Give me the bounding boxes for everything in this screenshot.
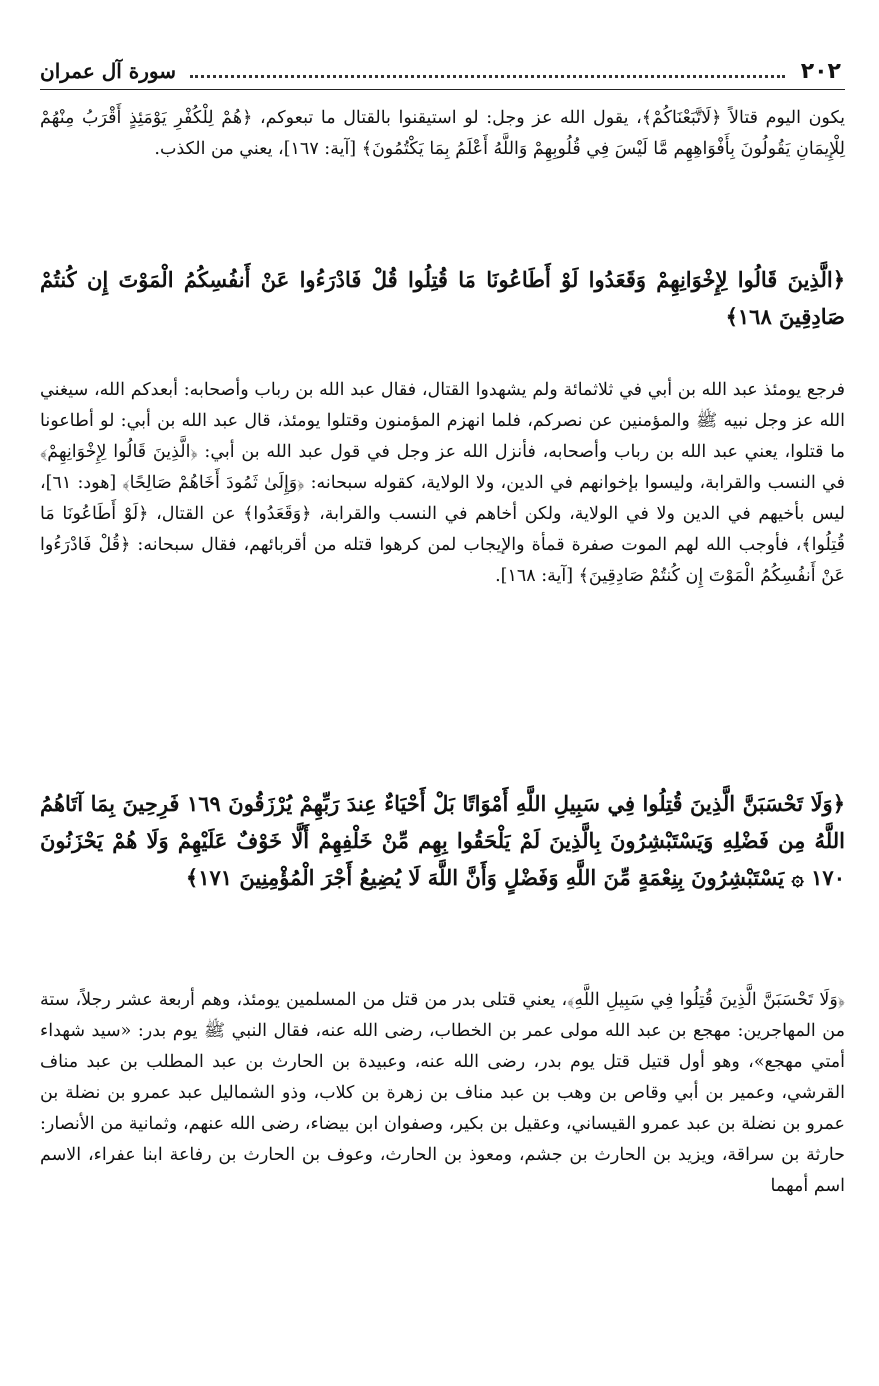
surah-title: سورة آل عمران	[40, 59, 177, 83]
ayah-block-169-171	[40, 785, 845, 896]
paragraph-text: فرجع يومئذ عبد الله بن أبي في ثلاثمائة ولم يشهدوا القتال، فقال عبد الله بن رباب وأصحابه: أبعدكم الله، سيغني الله عز وجل نبيه ﷺ والمؤمنين عن نصركم، فلما انهزم المؤمنون وقتلوا يومئذ، قال عبد الله بن أبي: لو أطاعونا ما قتلوا، يعني عبد الله بن رباب وأصحابه، فأنزل الله عز وجل في قول عبد الله بن أبي: ﴿الَّذِينَ قَالُوا لِإِخْوَانِهِمْ﴾ في النسب والقرابة، وليسوا بإخوانهم في الدين، ولا الولاية، كقوله سبحانه: ﴿وَإِلَىٰ ثَمُودَ أَخَاهُمْ صَالِحًا﴾ [هود: ٦١]، ليس بأخيهم في الدين ولا في الولاية، ولكن أخاهم في النسب والقرابة، ﴿وَقَعَدُوا﴾ عن القتال، ﴿لَوْ أَطَاعُونَا مَا قُتِلُوا﴾، فأوجب الله لهم الموت صفرة قمأة والإيجاب لمن كرهوا قتله من أقربائهم، فقال سبحانه: ﴿قُلْ فَادْرَءُوا عَنْ أَنفُسِكُمُ الْمَوْتَ إِن كُنتُمْ صَادِقِينَ﴾ [آية: ١٦٨].	[40, 380, 845, 586]
tafsir-paragraph-3	[40, 985, 845, 1202]
document-page	[40, 55, 845, 1196]
page-number: ٢٠٢	[800, 59, 841, 84]
paragraph-text: يكون اليوم قتالاً ﴿لَاتَّبَعْنَاكُمْ﴾، يقول الله عز وجل: لو استيقنوا بالقتال ما تبعوكم، ﴿هُمْ لِلْكُفْرِ يَوْمَئِذٍ أَقْرَبُ مِنْهُمْ لِلْإِيمَانِ يَقُولُونَ بِأَفْوَاهِهِم مَّا لَيْسَ فِي قُلُوبِهِمْ وَاللَّهُ أَعْلَمُ بِمَا يَكْتُمُونَ﴾ [آية: ١٦٧]، يعني من الكذب.	[40, 108, 845, 159]
ayah-block-168	[40, 261, 845, 335]
tafsir-paragraph-2	[40, 375, 845, 592]
paragraph-text: ﴿وَلَا تَحْسَبَنَّ الَّذِينَ قُتِلُوا فِي سَبِيلِ اللَّهِ﴾، يعني قتلى بدر من قتل من المسلمين يومئذ، وهم أربعة عشر رجلاً، ستة من المهاجرين: مهجع بن عبد الله مولى عمر بن الخطاب، رضى الله عنه، فقال النبي ﷺ يوم بدر: «سيد شهداء أمتي مهجع»، وهو أول قتيل قتل يوم بدر، رضى الله عنه، وعبيدة بن الحارث بن عبد المطلب بن عبد مناف القرشي، وعمير بن أبي وقاص بن وهب بن عبد مناف بن زهرة بن كلاب، وذو الشماليل عبد عمرو بن نضلة بن عمرو بن نضلة بن عبد عمرو القيساني، وعقيل بن بكير، وصفوان ابن بيضاء، رضى الله عنهم، وثمانية من الأنصار: حارثة بن سراقة، ويزيد بن الحارث بن جشم، ومعوذ بن الحارث، وعوف بن الحارث بن رفاعة ابنا عفراء، الاسم اسم أمهما	[40, 990, 845, 1196]
ayah-text: ﴿الَّذِينَ قَالُوا لِإِخْوَانِهِمْ وَقَعَدُوا لَوْ أَطَاعُونَا مَا قُتِلُوا قُلْ فَادْرَءُوا عَنْ أَنفُسِكُمُ الْمَوْتَ إِن كُنتُمْ صَادِقِينَ ١٦٨﴾	[40, 267, 845, 329]
header-dotted-leader	[190, 75, 785, 78]
page-header	[40, 55, 845, 90]
ayah-text: ﴿وَلَا تَحْسَبَنَّ الَّذِينَ قُتِلُوا فِي سَبِيلِ اللَّهِ أَمْوَاتًا بَلْ أَحْيَاءٌ عِندَ رَبِّهِمْ يُرْزَقُونَ ١٦٩ فَرِحِينَ بِمَا آتَاهُمُ اللَّهُ مِن فَضْلِهِ وَيَسْتَبْشِرُونَ بِالَّذِينَ لَمْ يَلْحَقُوا بِهِم مِّنْ خَلْفِهِمْ أَلَّا خَوْفٌ عَلَيْهِمْ وَلَا هُمْ يَحْزَنُونَ ١٧٠ ۞ يَسْتَبْشِرُونَ بِنِعْمَةٍ مِّنَ اللَّهِ وَفَضْلٍ وَأَنَّ اللَّهَ لَا يُضِيعُ أَجْرَ الْمُؤْمِنِينَ ١٧١﴾	[40, 791, 845, 890]
tafsir-paragraph-1	[40, 103, 845, 165]
